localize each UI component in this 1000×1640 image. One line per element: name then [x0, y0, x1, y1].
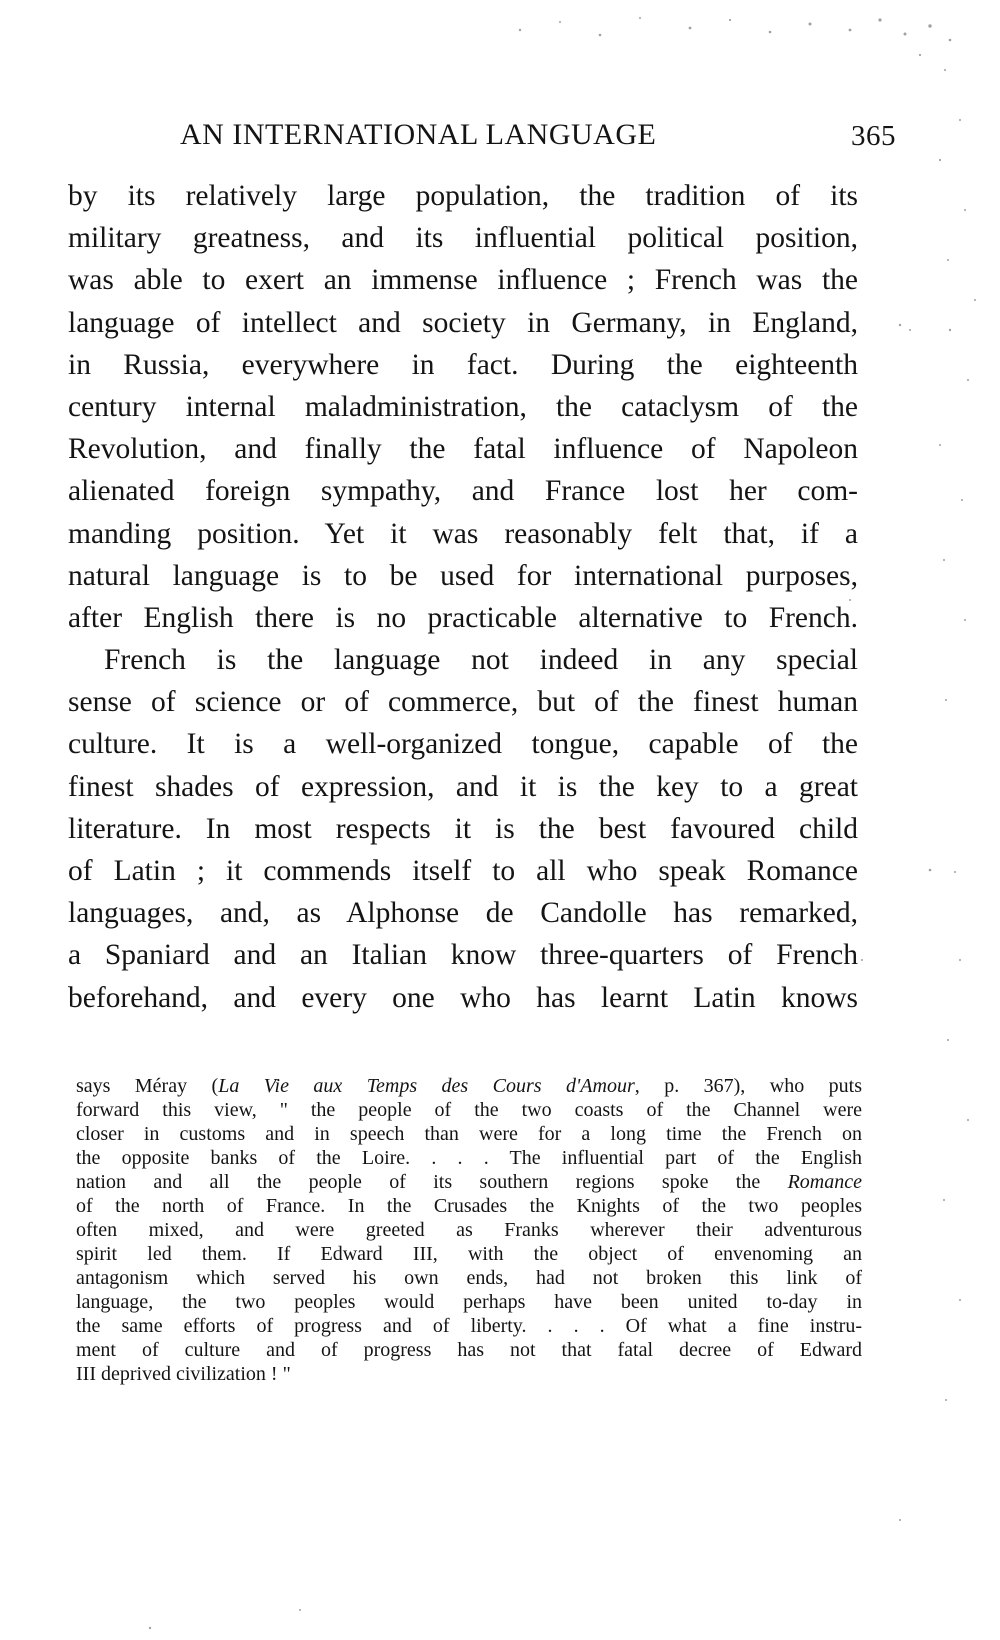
footnote-line: closer in customs and in speech than were for a long time the French on [76, 1123, 862, 1145]
footnote-text: nation and all the people of its southern regions spoke the [76, 1171, 761, 1193]
footnote [76, 1074, 862, 1386]
footnote-line: forward this view, " the people of the two coasts of the Channel were [76, 1099, 862, 1121]
body-line: after English there is no practicable alternative to French. [68, 601, 858, 634]
body-line: by its relatively large population, the tradition of its [68, 180, 858, 212]
body-line: sense of science or of commerce, but of the finest human [68, 686, 858, 719]
body-line: language of intellect and society in Germany, in England, [68, 306, 858, 339]
body-line: Revolution, and finally the fatal influence of Napoleon [68, 433, 858, 466]
italic-word: Romance [787, 1171, 862, 1193]
footnote-line: the same efforts of progress and of liberty. . . . Of what a fine instru- [76, 1315, 862, 1337]
footnote-line: often mixed, and were greeted as Franks wherever their adventurous [76, 1219, 862, 1241]
footnote-text: , p. 367), who puts [634, 1075, 862, 1097]
footnote-line [76, 1170, 862, 1194]
footnote-line: of the north of France. In the Crusades the Knights of the two peoples [76, 1195, 862, 1217]
footnote-line: ment of culture and of progress has not that fatal decree of Edward [76, 1339, 862, 1361]
body-text [68, 175, 858, 1019]
body-line: military greatness, and its influential political position, [68, 222, 858, 255]
body-line: century internal maladministration, the cataclysm of the [68, 390, 858, 423]
body-line: beforehand, and every one who has learnt Latin knows [68, 981, 858, 1014]
body-line: was able to exert an immense influence ; French was the [68, 264, 858, 297]
cited-work-title: La Vie aux Temps des Cours d'Amour [218, 1075, 635, 1097]
footnote-line [76, 1074, 862, 1098]
footnote-line: III deprived civilization ! " [76, 1363, 291, 1385]
body-line: literature. In most respects it is the best favoured child [68, 812, 858, 845]
body-line: natural language is to be used for international purposes, [68, 559, 858, 592]
running-header [180, 118, 900, 158]
body-line: a Spaniard and an Italian know three-quarters of French [68, 939, 858, 972]
page-number: 365 [851, 120, 896, 152]
body-line: alienated foreign sympathy, and France lost her com- [68, 475, 858, 508]
running-title: AN INTERNATIONAL LANGUAGE [180, 118, 657, 151]
footnote-line: spirit led them. If Edward III, with the object of envenoming an [76, 1243, 862, 1265]
body-line: of Latin ; it commends itself to all who speak Romance [68, 855, 858, 887]
paragraph-start-line: French is the language not indeed in any special [104, 644, 858, 677]
footnote-text: says Méray ( [76, 1075, 219, 1097]
body-line: culture. It is a well-organized tongue, capable of the [68, 728, 858, 761]
body-line: finest shades of expression, and it is the key to a great [68, 770, 858, 803]
body-line: in Russia, everywhere in fact. During the eighteenth [68, 348, 858, 381]
body-line: languages, and, as Alphonse de Candolle has remarked, [68, 897, 858, 930]
footnote-line: antagonism which served his own ends, had not broken this link of [76, 1267, 862, 1289]
footnote-line: the opposite banks of the Loire. . . . The influential part of the English [76, 1147, 862, 1169]
body-line: manding position. Yet it was reasonably felt that, if a [68, 517, 858, 550]
footnote-line: language, the two peoples would perhaps have been united to-day in [76, 1291, 862, 1313]
